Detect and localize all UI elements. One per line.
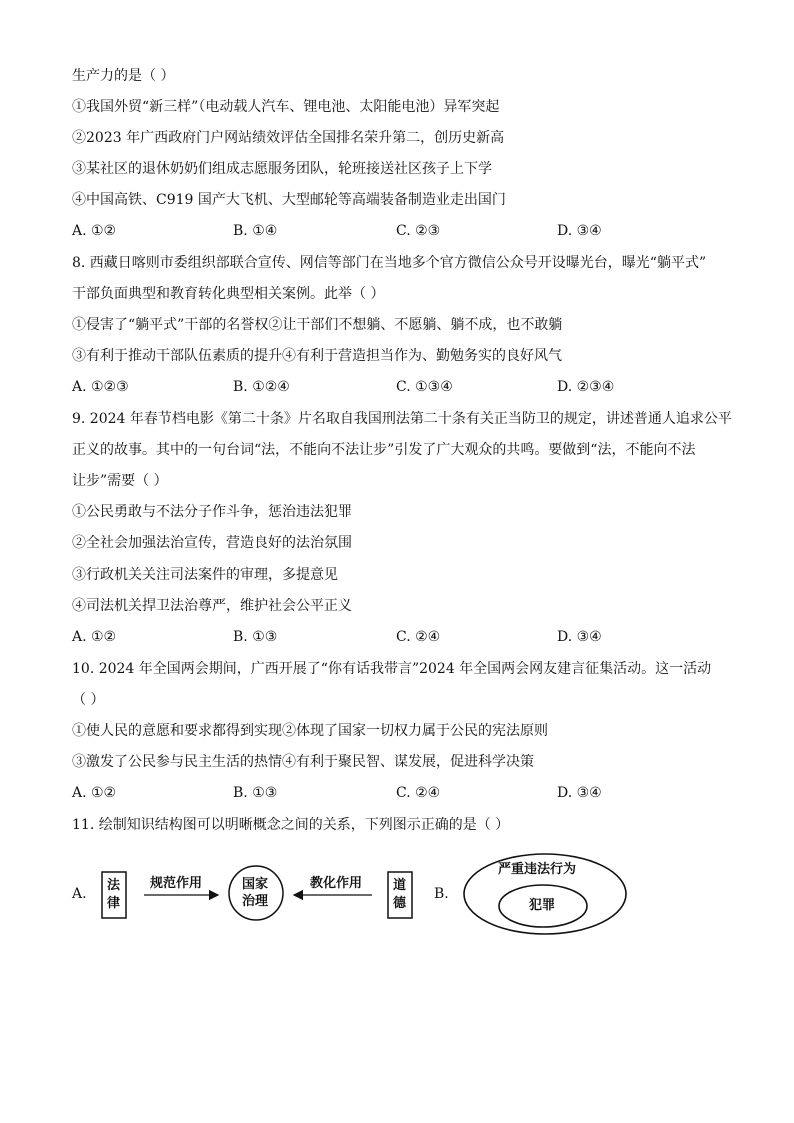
q7-option-a: A. ①② xyxy=(72,223,117,239)
q8-item-1: ①侵害了“躺平式”干部的名誉权②让干部们不想躺、不愿躺、躺不成，也不敢躺 xyxy=(72,317,563,333)
q10-item-2: ③激发了公民参与民主生活的热情④有利于聚民智、谋发展，促进科学决策 xyxy=(72,754,534,770)
diagram-a-label: A. xyxy=(72,886,87,902)
serious-offense-text: 严重违法行为 xyxy=(498,862,577,877)
q9-item-4: ④司法机关捍卫法治尊严，维护社会公平正义 xyxy=(72,598,352,614)
q7-option-d: D. ③④ xyxy=(557,223,602,239)
governance-line-2: 治理 xyxy=(242,894,269,909)
morality-box-char-2: 德 xyxy=(393,896,407,911)
q8-option-b: B. ①②④ xyxy=(233,379,290,395)
q7-option-c: C. ②③ xyxy=(396,223,441,239)
q8-stem-line-1: 8. 西藏日喀则市委组织部联合宣传、网信等部门在当地多个官方微信公众号开设曝光台，曝光“躺平式” xyxy=(72,255,707,271)
q9-item-2: ②全社会加强法治宣传，营造良好的法治氛围 xyxy=(72,535,352,551)
morality-box-char-1: 道 xyxy=(393,878,407,893)
q8-option-c: C. ①③④ xyxy=(396,379,453,395)
governance-line-1: 国家 xyxy=(242,877,269,892)
q9-stem-line-3: 让步”需要（ ） xyxy=(72,473,168,489)
q7-item-3: ③某社区的退休奶奶们组成志愿服务团队，轮班接送社区孩子上下学 xyxy=(72,161,492,177)
educate-arrow-label: 教化作用 xyxy=(310,876,363,891)
q10-stem-line-2: （ ） xyxy=(72,692,105,708)
q8-option-a: A. ①②③ xyxy=(72,379,129,395)
q7-item-1: ①我国外贸“新三样”（电动载人汽车、锂电池、太阳能电池）异军突起 xyxy=(72,99,500,115)
q10-stem-line-1: 10. 2024 年全国两会期间，广西开展了“你有话我带言”2024 年全国两会网友建言征集活动。这一活动 xyxy=(72,661,712,677)
q10-option-c: C. ②④ xyxy=(396,785,441,801)
crime-text: 犯罪 xyxy=(529,898,556,913)
q9-item-1: ①公民勇敢与不法分子作斗争，惩治违法犯罪 xyxy=(72,504,352,520)
q8-item-2: ③有利于推动干部队伍素质的提升④有利于营造担当作为、勤勉务实的良好风气 xyxy=(72,348,562,364)
q9-option-d: D. ③④ xyxy=(557,629,602,645)
q8-option-d: D. ②③④ xyxy=(557,379,615,395)
q7-item-2: ②2023 年广西政府门户网站绩效评估全国排名荣升第二，创历史新高 xyxy=(72,130,505,146)
q9-item-3: ③行政机关关注司法案件的审理，多提意见 xyxy=(72,567,338,583)
diagram-b-label: B. xyxy=(434,886,449,902)
q11-stem: 11. 绘制知识结构图可以明晰概念之间的关系，下列图示正确的是（ ） xyxy=(72,817,510,833)
diagram-a xyxy=(96,860,426,930)
q9-option-c: C. ②④ xyxy=(396,629,441,645)
regulate-arrow-label: 规范作用 xyxy=(150,876,203,891)
q7-option-b: B. ①④ xyxy=(233,223,278,239)
governance-circle xyxy=(229,866,283,920)
diagram-b xyxy=(460,850,630,938)
q8-stem-line-2: 干部负面典型和教育转化典型相关案例。此举（ ） xyxy=(72,286,385,302)
q10-option-d: D. ③④ xyxy=(557,785,602,801)
q9-stem-line-2: 正义的故事。其中的一句台词“法，不能向不法让步”引发了广大观众的共鸣。要做到“法，不能向不法 xyxy=(72,442,696,458)
q9-option-b: B. ①③ xyxy=(233,629,278,645)
law-box-char-1: 法 xyxy=(107,878,121,893)
q7-stem-end: 生产力的是（ ） xyxy=(72,68,175,84)
q7-item-4: ④中国高铁、C919 国产大飞机、大型邮轮等高端装备制造业走出国门 xyxy=(72,192,506,208)
q10-item-1: ①使人民的意愿和要求都得到实现②体现了国家一切权力属于公民的宪法原则 xyxy=(72,723,548,739)
law-box-char-2: 律 xyxy=(107,896,121,911)
q10-option-b: B. ①③ xyxy=(233,785,278,801)
q10-option-a: A. ①② xyxy=(72,785,117,801)
q9-stem-line-1: 9. 2024 年春节档电影《第二十条》片名取自我国刑法第二十条有关正当防卫的规定，讲述普通人追求公平 xyxy=(72,411,732,427)
q9-option-a: A. ①② xyxy=(72,629,117,645)
